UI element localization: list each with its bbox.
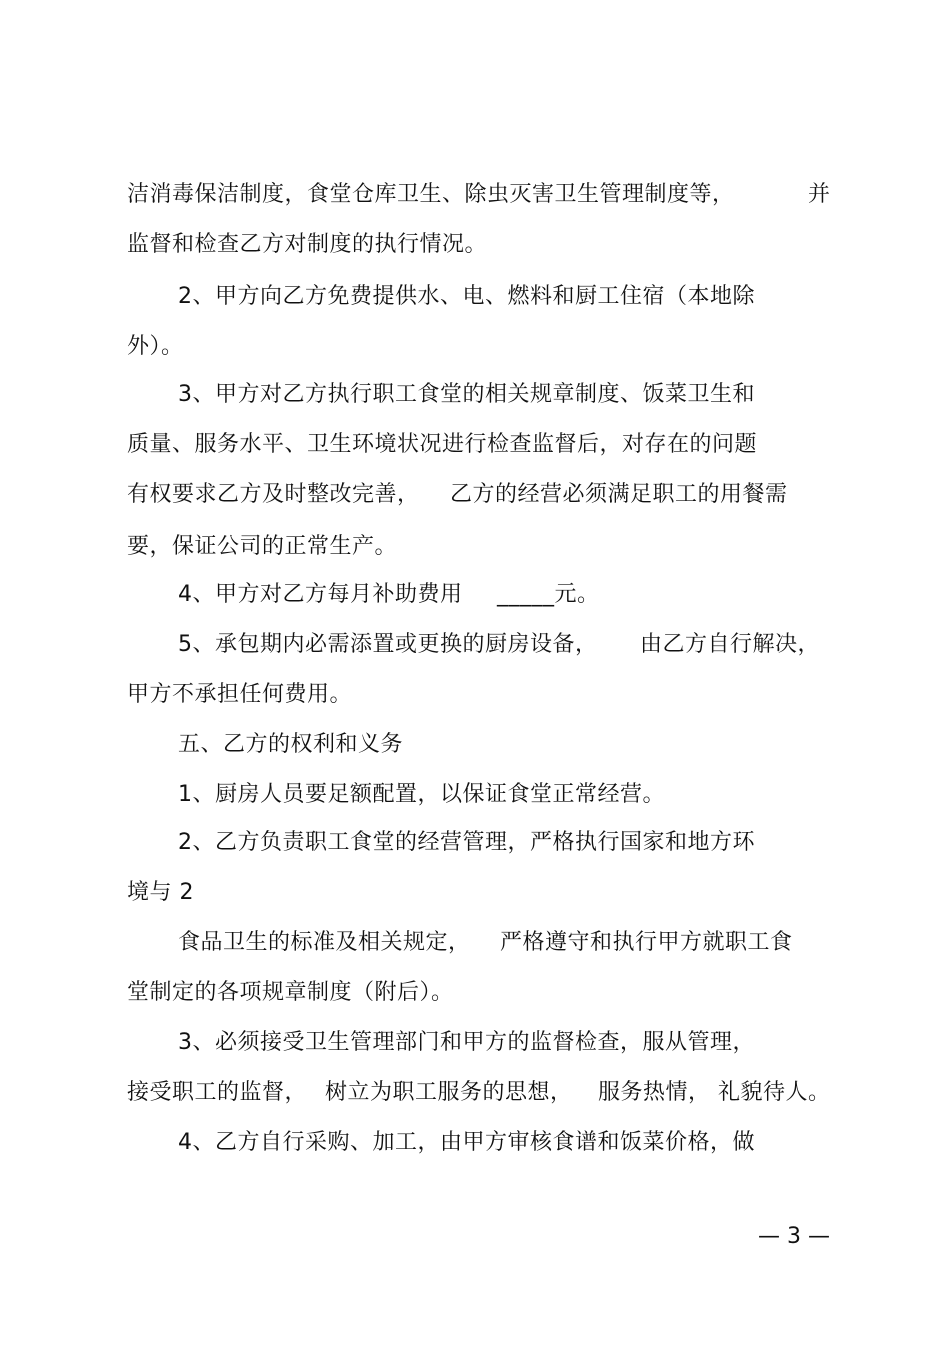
text-line: _____元。 xyxy=(497,582,600,607)
text-line: 乙方的经营必须满足职工的用餐需 xyxy=(450,482,788,507)
text-line: 1、厨房人员要足额配置，以保证食堂正常经营。 xyxy=(178,782,665,807)
page-number: — 3 — xyxy=(758,1224,830,1249)
text-line: 服务热情， xyxy=(598,1080,711,1105)
text-line: 境与 2 xyxy=(127,880,194,905)
text-line: 由乙方自行解决， xyxy=(640,632,821,657)
text-line: 严格遵守和执行甲方就职工食 xyxy=(500,930,793,955)
text-line: 4、甲方对乙方每月补助费用 xyxy=(178,582,463,607)
text-line: 2、甲方向乙方免费提供水、电、燃料和厨工住宿（本地除 xyxy=(178,284,755,309)
text-line: 接受职工的监督， xyxy=(127,1080,308,1105)
text-line: 树立为职工服务的思想， xyxy=(325,1080,573,1105)
text-line: 5、承包期内必需添置或更换的厨房设备， xyxy=(178,632,598,657)
section-heading: 五、乙方的权利和义务 xyxy=(178,732,404,757)
text-line: 3、必须接受卫生管理部门和甲方的监督检查，服从管理， xyxy=(178,1030,755,1055)
text-line: 2、乙方负责职工食堂的经营管理，严格执行国家和地方环 xyxy=(178,830,755,855)
text-line: 有权要求乙方及时整改完善， xyxy=(127,482,420,507)
text-line: 礼貌待人。 xyxy=(718,1080,831,1105)
text-line: 甲方不承担任何费用。 xyxy=(127,682,353,707)
text-line: 要，保证公司的正常生产。 xyxy=(127,534,398,559)
text-line: 食品卫生的标准及相关规定， xyxy=(178,930,471,955)
text-line: 质量、服务水平、卫生环境状况进行检查监督后，对存在的问题 xyxy=(127,432,758,457)
text-line: 4、乙方自行采购、加工，由甲方审核食谱和饭菜价格，做 xyxy=(178,1130,755,1155)
text-line: 并 xyxy=(808,182,831,207)
text-line: 外）。 xyxy=(127,334,184,359)
text-line: 3、甲方对乙方执行职工食堂的相关规章制度、饭菜卫生和 xyxy=(178,382,755,407)
text-line: 堂制定的各项规章制度（附后）。 xyxy=(127,980,454,1005)
text-line: 洁消毒保洁制度，食堂仓库卫生、除虫灭害卫生管理制度等， xyxy=(127,182,735,207)
text-line: 监督和检查乙方对制度的执行情况。 xyxy=(127,232,488,257)
